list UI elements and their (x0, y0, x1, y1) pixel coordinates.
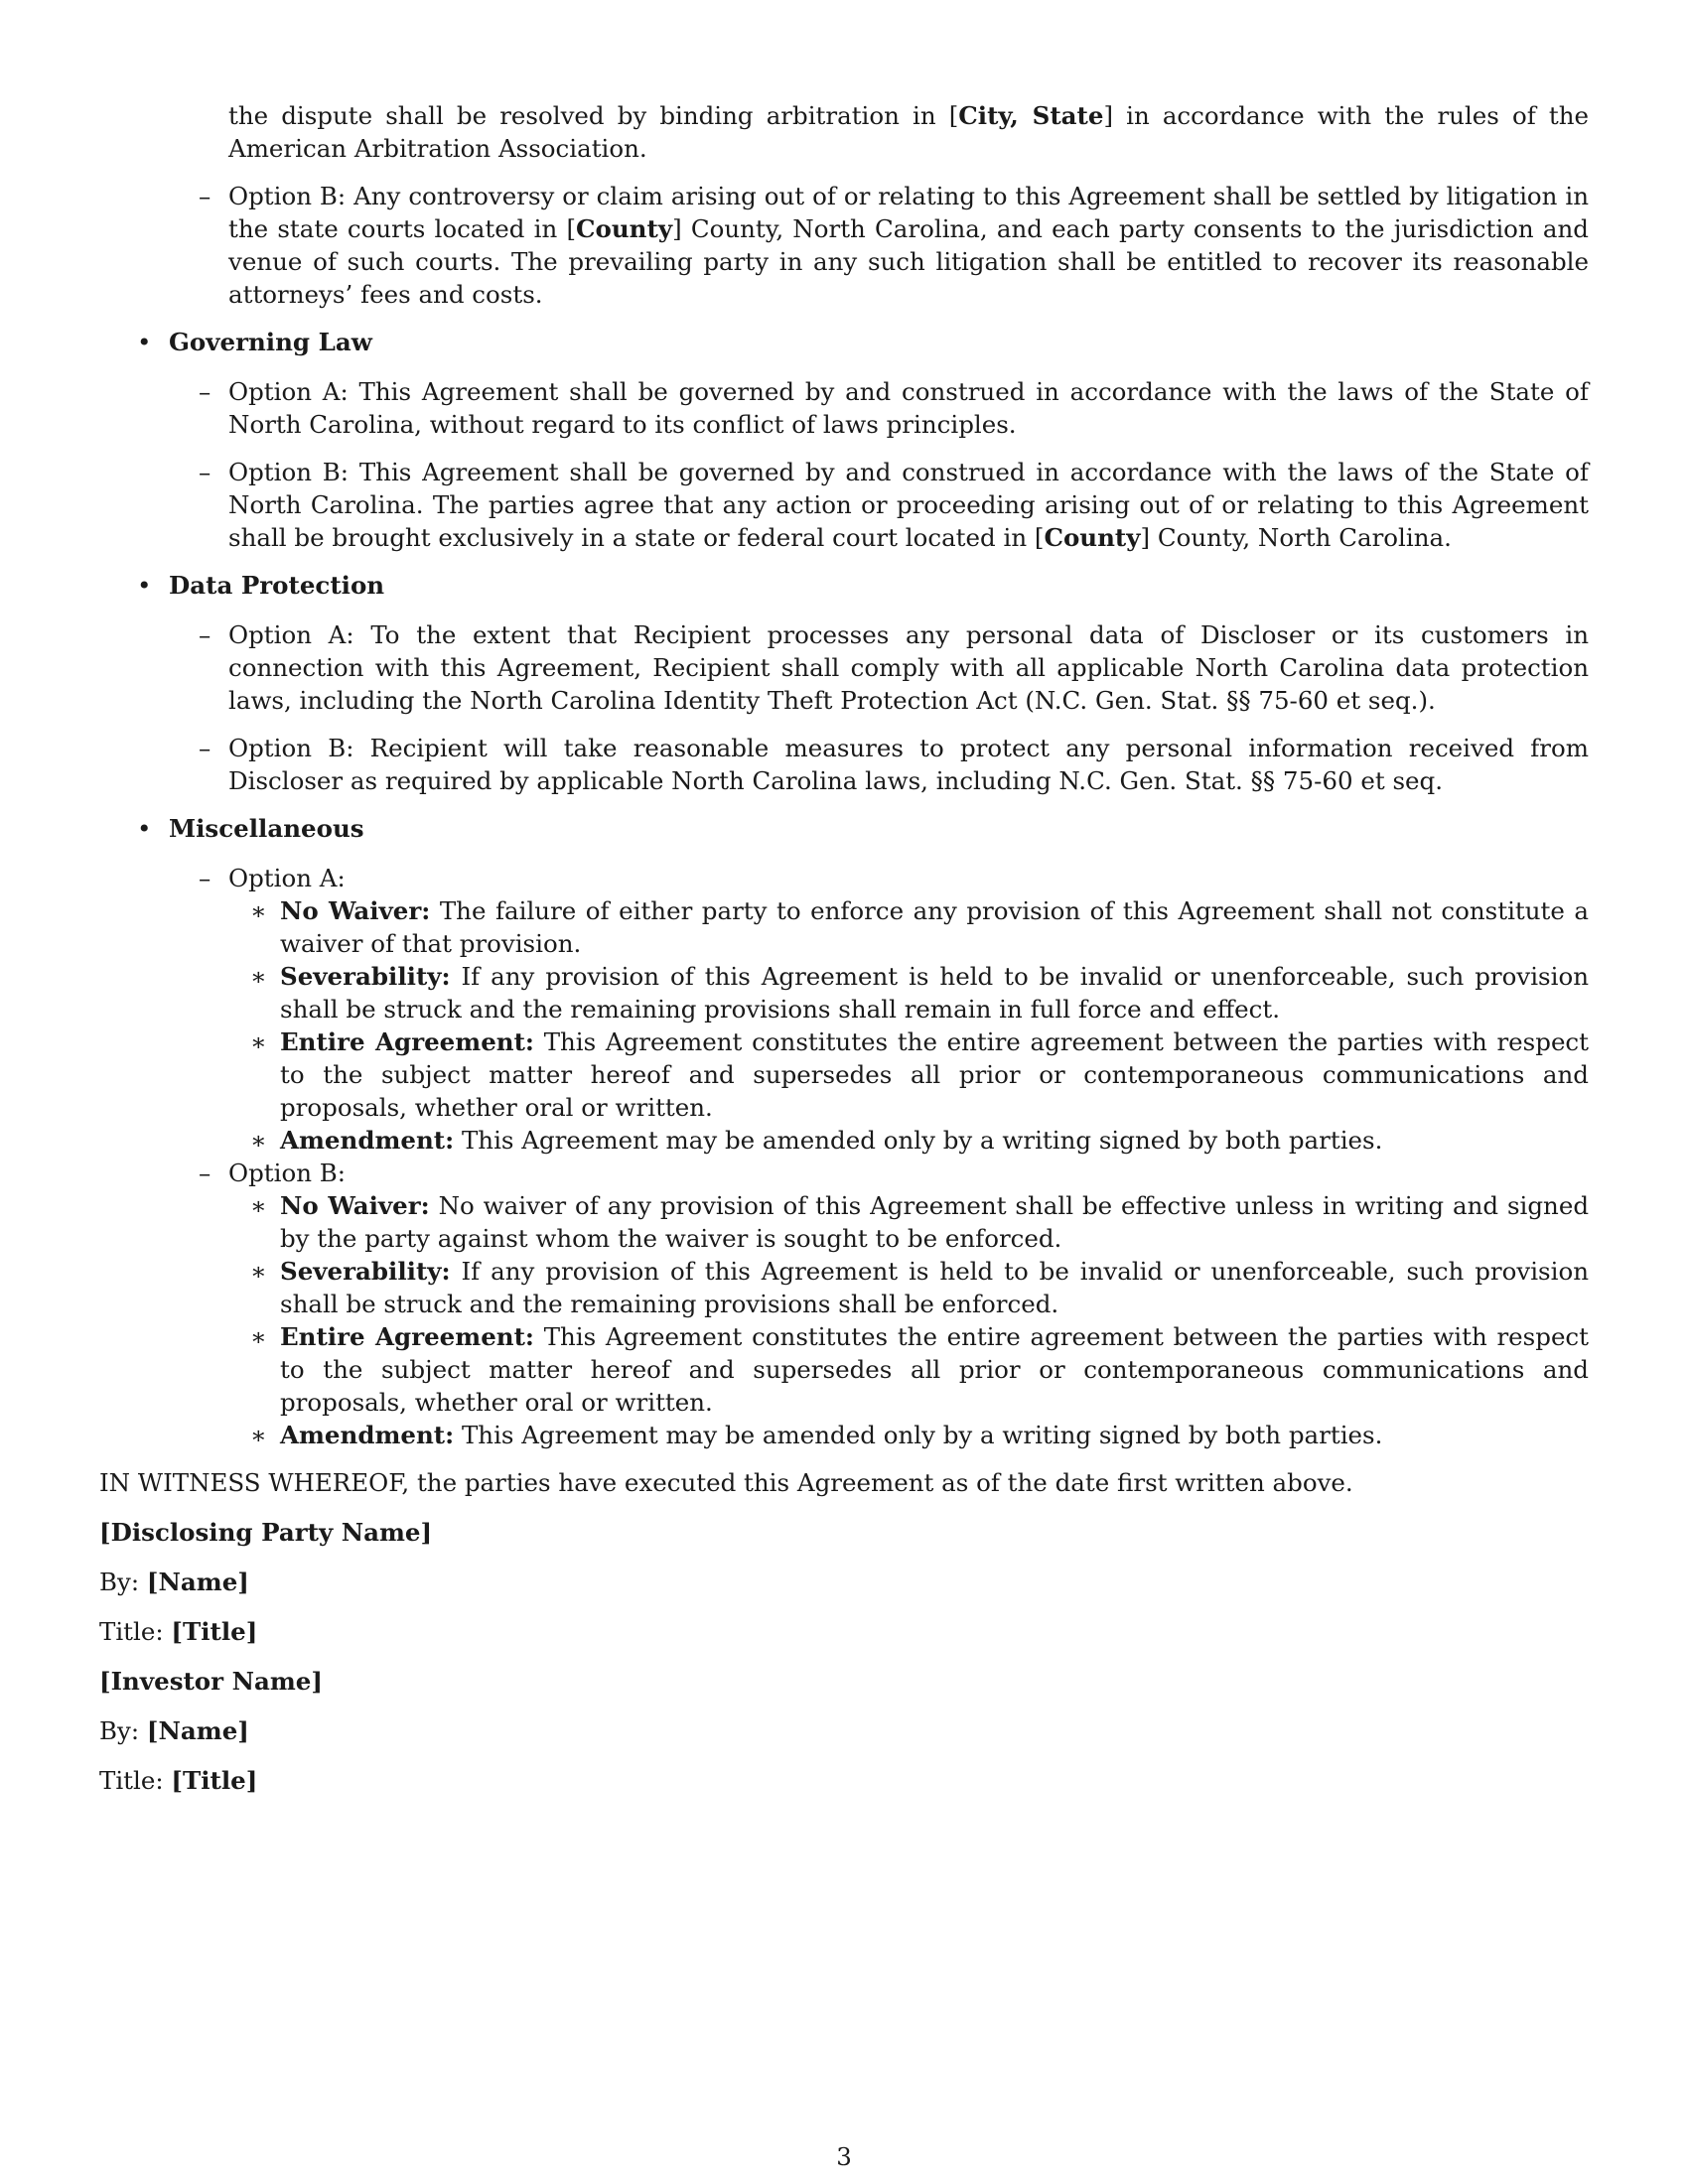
page-number: 3 (836, 2142, 852, 2171)
bullet-icon: • (137, 328, 152, 356)
governing-law-option-a: – Option A: This Agreement shall be governed by and construed in accordance with the laws of the State of North Carolina, without regard to its conflict of laws principles. (199, 377, 1589, 439)
asterisk-marker: ∗ (250, 1027, 267, 1056)
witness-statement: IN WITNESS WHEREOF, the parties have executed this Agreement as of the date first written above. (99, 1468, 1353, 1497)
miscellaneous-heading: • Miscellaneous (137, 814, 364, 843)
investor-name-field: [Investor Name] (99, 1667, 323, 1696)
discloser-by-line: By: [Name] (99, 1568, 249, 1596)
governing-law-option-b: – Option B: This Agreement shall be governed by and construed in accordance with the laws of the State of North Carolina. The parties agree that any action or proceeding arising out of or relating to this Agreement shall be brought exclusively in a state or federal court located in [County] County, North Carolina. (199, 458, 1589, 552)
misc-a-entire-agreement: ∗ Entire Agreement: This Agreement constitutes the entire agreement between the parties with respect to the subject matter hereof and supersedes all prior or contemporaneous communications and proposals, whether oral or written. (250, 1027, 1590, 1122)
bullet-icon: • (137, 571, 152, 600)
investor-by-line: By: [Name] (99, 1716, 249, 1745)
dispute-option-a-continuation: the dispute shall be resolved by binding arbitration in [City, State] in accordance with the rules of the American Arbitration Association. (228, 101, 1589, 163)
dispute-option-b: – Option B: Any controversy or claim arising out of or relating to this Agreement shall be settled by litigation in the state courts located in [County] County, North Carolina, and each party consents to the jurisdiction and venue of such courts. The prevailing party in any such litigation shall be entitled to recover its reasonable attorneys’ fees and costs. (199, 182, 1589, 309)
data-protection-heading: • Data Protection (137, 571, 385, 600)
dash-marker: – (199, 734, 211, 762)
asterisk-marker: ∗ (250, 896, 267, 925)
document-body (99, 99, 1589, 1814)
asterisk-marker: ∗ (250, 1421, 267, 1449)
dash-marker: – (199, 1159, 211, 1187)
misc-a-severability: ∗ Severability: If any provision of this Agreement is held to be invalid or unenforceable, such provision shall be struck and the remaining provisions shall remain in full force and effect. (250, 962, 1589, 1024)
misc-option-b-label: – Option B: (199, 1159, 347, 1187)
dash-marker: – (199, 620, 211, 649)
asterisk-marker: ∗ (250, 1322, 267, 1351)
asterisk-marker: ∗ (250, 1191, 267, 1220)
asterisk-marker: ∗ (250, 1257, 267, 1286)
asterisk-marker: ∗ (250, 1126, 267, 1155)
misc-a-amendment: ∗ Amendment: This Agreement may be amended only by a writing signed by both parties. (250, 1126, 1383, 1155)
discloser-title-line: Title: [Title] (99, 1617, 258, 1646)
data-protection-option-b: – Option B: Recipient will take reasonable measures to protect any personal information received from Discloser as required by applicable North Carolina laws, including N.C. Gen. Stat. §§ 75-60 et seq. (199, 734, 1589, 795)
misc-b-no-waiver: ∗ No Waiver: No waiver of any provision of this Agreement shall be effective unless in writing and signed by the party against whom the waiver is sought to be enforced. (250, 1191, 1590, 1253)
misc-b-severability: ∗ Severability: If any provision of this Agreement is held to be invalid or unenforceable, such provision shall be struck and the remaining provisions shall be enforced. (250, 1257, 1589, 1318)
investor-title-line: Title: [Title] (99, 1766, 258, 1795)
dash-marker: – (199, 377, 211, 406)
bullet-icon: • (137, 814, 152, 843)
dash-marker: – (199, 864, 211, 892)
data-protection-option-a: – Option A: To the extent that Recipient processes any personal data of Discloser or its customers in connection with this Agreement, Recipient shall comply with all applicable North Carolina data protection laws, including the North Carolina Identity Theft Protection Act (N.C. Gen. Stat. §§ 75-60 et seq.). (199, 620, 1589, 715)
dash-marker: – (199, 458, 211, 486)
dash-marker: – (199, 182, 211, 210)
misc-b-entire-agreement: ∗ Entire Agreement: This Agreement constitutes the entire agreement between the parties with respect to the subject matter hereof and supersedes all prior or contemporaneous communications and proposals, whether oral or written. (250, 1322, 1590, 1417)
misc-a-no-waiver: ∗ No Waiver: The failure of either party to enforce any provision of this Agreement shall not constitute a waiver of that provision. (250, 896, 1589, 958)
misc-b-amendment: ∗ Amendment: This Agreement may be amended only by a writing signed by both parties. (250, 1421, 1383, 1449)
governing-law-heading: • Governing Law (137, 328, 372, 356)
misc-option-a-label: – Option A: (199, 864, 346, 892)
asterisk-marker: ∗ (250, 962, 267, 991)
discloser-name-field: [Disclosing Party Name] (99, 1518, 433, 1547)
